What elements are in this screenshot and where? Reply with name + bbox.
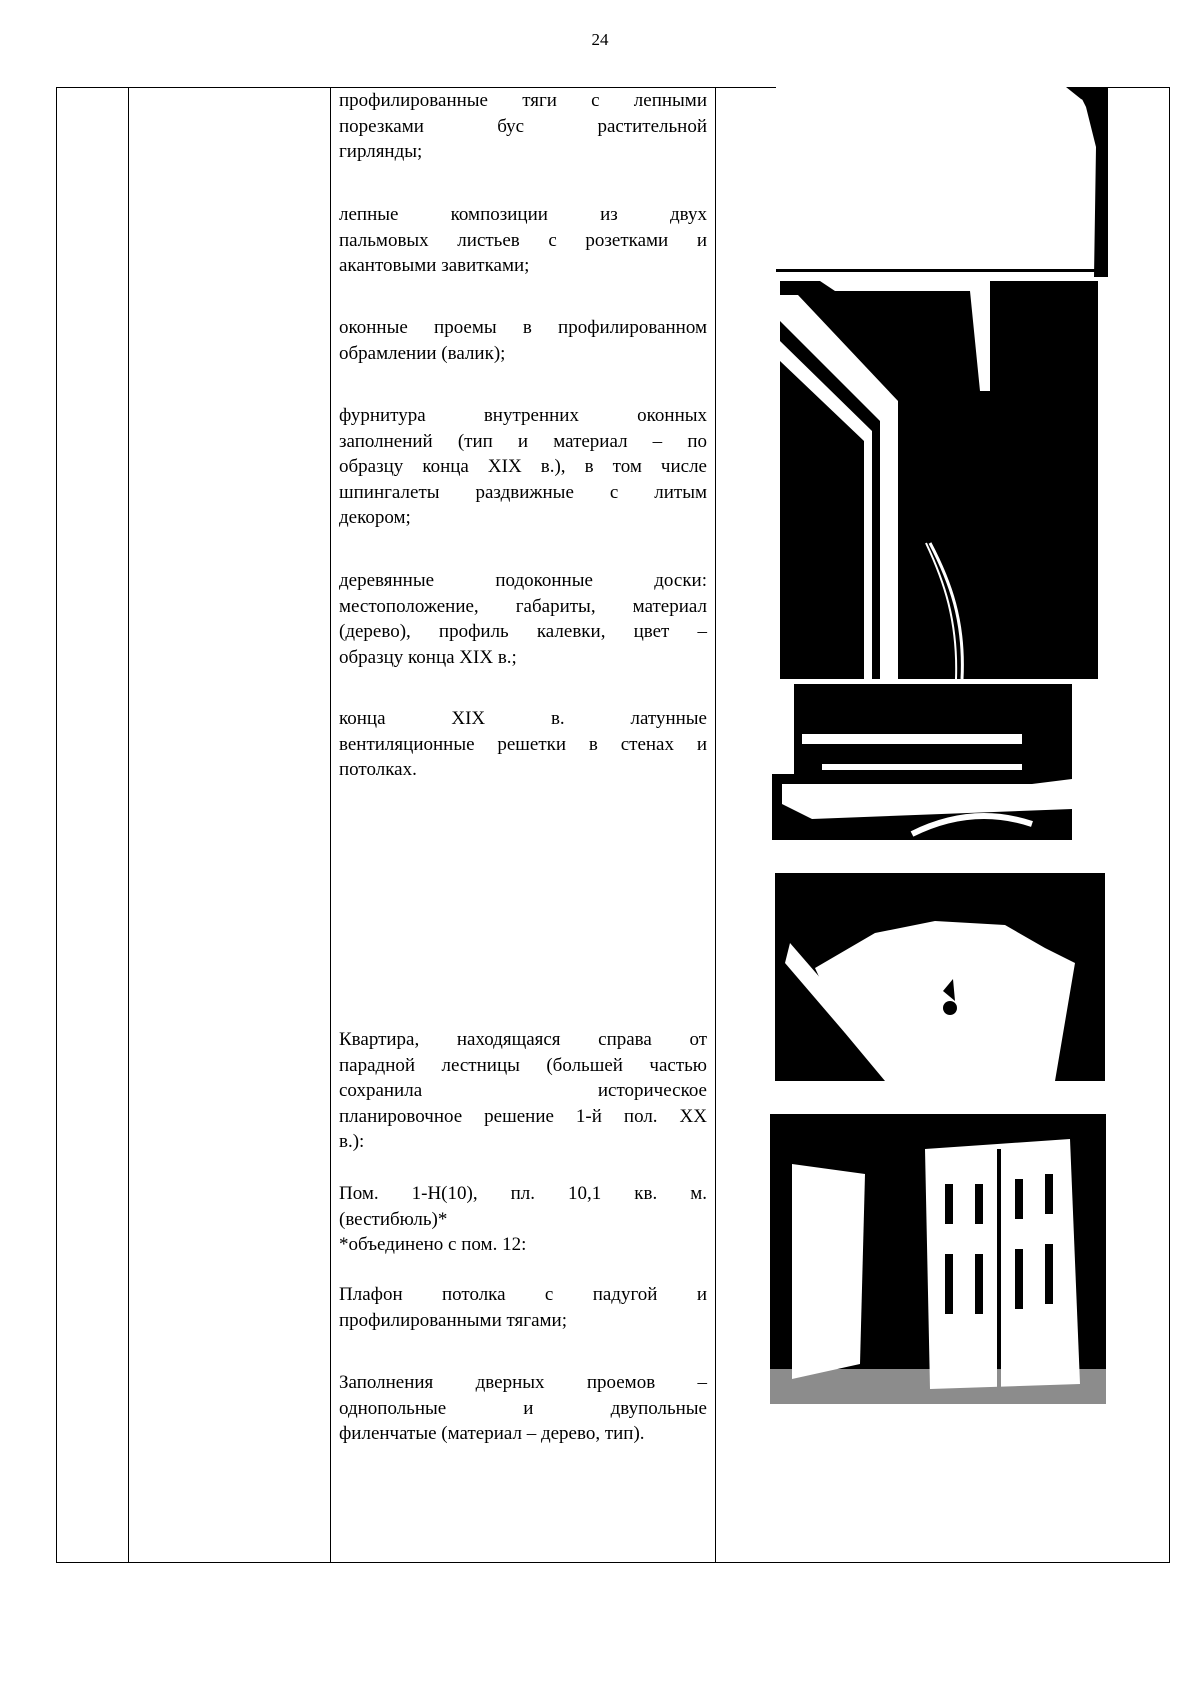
- text-line: парадной лестницы (большей частью: [339, 1054, 707, 1076]
- column-divider-1: [128, 88, 129, 1562]
- paragraph-8: [339, 1181, 707, 1258]
- text-line: Пом. 1-Н(10), пл. 10,1 кв. м.: [339, 1183, 707, 1204]
- text-line: шпингалеты раздвижные с литым: [339, 481, 707, 503]
- text-line: гирлянды;: [339, 141, 423, 162]
- text-line: Квартира, находящаяся справа от: [339, 1029, 707, 1050]
- text-line: (дерево), профиль калевки, цвет –: [339, 621, 707, 642]
- paragraph-2: [339, 202, 707, 279]
- text-line: порезками бус растительной: [339, 115, 707, 137]
- text-line: однопольные и двупольные: [339, 1397, 707, 1419]
- text-line: декором;: [339, 507, 411, 528]
- page-number: 24: [591, 30, 609, 49]
- photo-window-frame: [780, 281, 1098, 679]
- text-line: в.):: [339, 1131, 365, 1152]
- text-line: местоположение, габариты, материал: [339, 595, 707, 617]
- text-line: фурнитура внутренних оконных: [339, 405, 707, 426]
- text-line: профилированные тяги с лепными: [339, 90, 707, 111]
- paragraph-6: [339, 706, 707, 783]
- text-line: пальмовых листьев с розетками и: [339, 229, 707, 251]
- text-line: образцу конца XIX в.;: [339, 646, 517, 668]
- photo-ceiling-vent: [775, 873, 1105, 1081]
- text-line: акантовыми завитками;: [339, 255, 530, 276]
- text-line: *объединено с пом. 12:: [339, 1234, 527, 1255]
- text-line: филенчатые (материал – дерево, тип).: [339, 1423, 645, 1444]
- photo-stucco-ceiling: [776, 87, 1108, 277]
- text-line: обрамлении (валик);: [339, 342, 506, 364]
- text-line: (вестибюль)*: [339, 1208, 448, 1230]
- paragraph-3: [339, 315, 707, 366]
- text-line: профилированными тягами;: [339, 1309, 567, 1331]
- text-line: заполнений (тип и материал – по: [339, 430, 707, 452]
- text-line: планировочное решение 1-й пол. XX: [339, 1105, 707, 1127]
- paragraph-7: [339, 1027, 707, 1155]
- paragraph-5: [339, 568, 707, 670]
- photo-double-doors: [770, 1114, 1106, 1404]
- photo-window-sill: [772, 684, 1104, 840]
- text-line: вентиляционные решетки в стенах и: [339, 733, 707, 755]
- paragraph-4: [339, 403, 707, 531]
- column-divider-3: [715, 88, 716, 1562]
- text-line: образцу конца XIX в.), в том числе: [339, 456, 707, 477]
- paragraph-9: [339, 1282, 707, 1333]
- text-line: конца XIX в. латунные: [339, 708, 707, 729]
- text-line: сохранила историческое: [339, 1080, 707, 1101]
- text-line: деревянные подоконные доски:: [339, 570, 707, 591]
- paragraph-10: [339, 1370, 707, 1447]
- text-line: Заполнения дверных проемов –: [339, 1372, 707, 1393]
- text-line: потолках.: [339, 759, 417, 780]
- text-line: оконные проемы в профилированном: [339, 317, 707, 338]
- paragraph-1: [339, 88, 707, 165]
- text-line: Плафон потолка с падугой и: [339, 1284, 707, 1305]
- column-divider-2: [330, 88, 331, 1562]
- text-line: лепные композиции из двух: [339, 204, 707, 225]
